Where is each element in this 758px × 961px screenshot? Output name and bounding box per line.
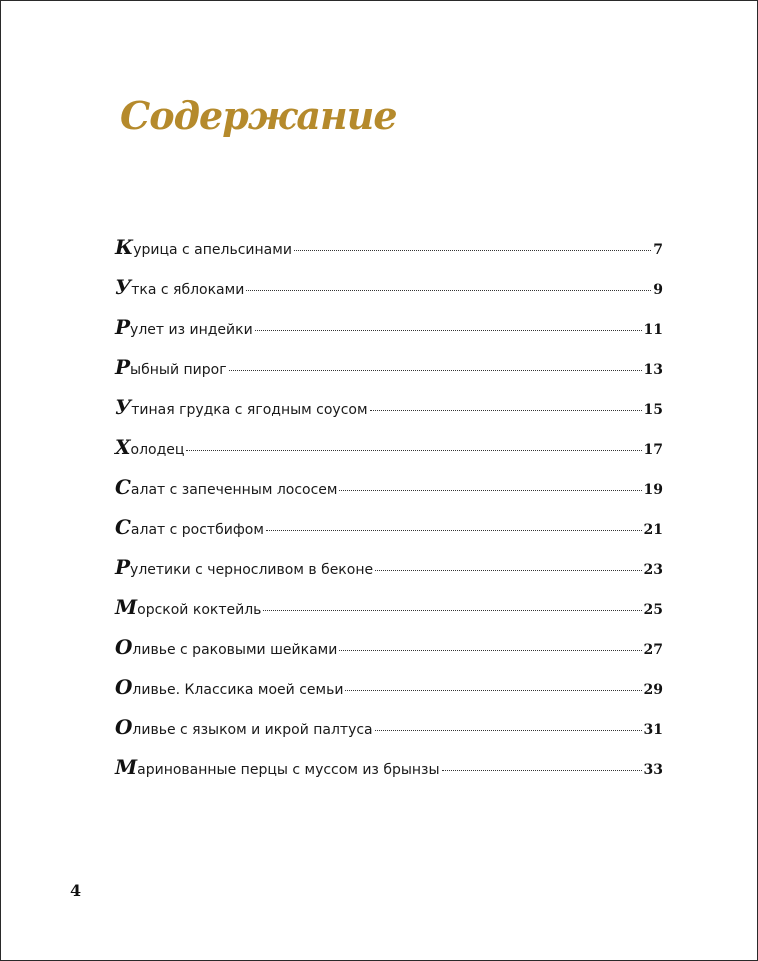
dot-leader — [229, 370, 642, 371]
toc-entry[interactable] — [115, 355, 663, 395]
entry-title — [115, 475, 337, 499]
entry-title — [115, 635, 337, 659]
entry-initial: М — [115, 595, 138, 619]
entry-title — [115, 315, 253, 339]
dot-leader — [263, 610, 641, 611]
entry-page-number: 11 — [643, 322, 663, 338]
entry-initial: О — [115, 715, 133, 739]
toc-entry[interactable] — [115, 315, 663, 355]
toc-entry[interactable] — [115, 715, 663, 755]
entry-title — [115, 275, 244, 299]
entry-initial: О — [115, 675, 133, 699]
dot-leader — [186, 450, 641, 451]
entry-title-rest: алат с запеченным лососем — [130, 482, 338, 498]
entry-initial: Р — [115, 315, 131, 339]
entry-title-rest: тка с яблоками — [131, 282, 245, 298]
entry-title — [115, 515, 264, 539]
entry-page-number: 13 — [643, 362, 663, 378]
toc-entry[interactable] — [115, 275, 663, 315]
entry-title-rest: алат с ростбифом — [130, 522, 264, 538]
toc-entry[interactable] — [115, 395, 663, 435]
entry-title — [115, 675, 343, 699]
dot-leader — [375, 570, 641, 571]
entry-title — [115, 435, 184, 459]
toc-entry[interactable] — [115, 435, 663, 475]
dot-leader — [345, 690, 641, 691]
page-title: Содержание — [120, 93, 397, 138]
entry-page-number: 19 — [643, 482, 663, 498]
entry-initial: У — [115, 395, 132, 419]
dot-leader — [255, 330, 642, 331]
toc-entry[interactable] — [115, 595, 663, 635]
entry-page-number: 23 — [643, 562, 663, 578]
entry-page-number: 7 — [653, 242, 663, 258]
entry-page-number: 27 — [643, 642, 663, 658]
dot-leader — [294, 250, 651, 251]
entry-page-number: 31 — [643, 722, 663, 738]
entry-title — [115, 715, 373, 739]
entry-title — [115, 235, 292, 259]
entry-page-number: 15 — [643, 402, 663, 418]
entry-title-rest: тиная грудка с ягодным соусом — [131, 402, 368, 418]
entry-initial: У — [115, 275, 132, 299]
dot-leader — [246, 290, 651, 291]
dot-leader — [339, 650, 641, 651]
toc-entry[interactable] — [115, 755, 663, 795]
entry-title — [115, 555, 373, 579]
toc-entry[interactable] — [115, 235, 663, 275]
entry-title-rest: ыбный пирог — [130, 362, 227, 378]
page-number: 4 — [70, 881, 82, 900]
toc-entry[interactable] — [115, 475, 663, 515]
entry-page-number: 25 — [643, 602, 663, 618]
dot-leader — [442, 770, 642, 771]
entry-title-rest: ливье. Классика моей семьи — [132, 682, 344, 698]
toc-entry[interactable] — [115, 635, 663, 675]
toc-entry[interactable] — [115, 555, 663, 595]
entry-page-number: 17 — [643, 442, 663, 458]
dot-leader — [375, 730, 642, 731]
entry-title-rest: орской коктейль — [137, 602, 262, 618]
entry-initial: С — [115, 475, 131, 499]
entry-initial: Х — [115, 435, 131, 459]
entry-title-rest: улет из индейки — [130, 322, 253, 338]
toc-entry[interactable] — [115, 675, 663, 715]
table-of-contents — [115, 235, 663, 795]
entry-initial: М — [115, 755, 138, 779]
dot-leader — [370, 410, 642, 411]
entry-title-rest: урица с апельсинами — [133, 242, 292, 258]
entry-title — [115, 395, 368, 419]
entry-title-rest: олодец — [130, 442, 185, 458]
entry-page-number: 33 — [643, 762, 663, 778]
entry-title — [115, 755, 440, 779]
entry-title — [115, 355, 227, 379]
entry-title-rest: ливье с раковыми шейками — [132, 642, 338, 658]
entry-title-rest: аринованные перцы с муссом из брынзы — [137, 762, 440, 778]
entry-initial: С — [115, 515, 131, 539]
entry-title-rest: ливье с языком и икрой палтуса — [132, 722, 373, 738]
entry-initial: Р — [115, 355, 131, 379]
entry-initial: К — [115, 235, 134, 259]
dot-leader — [266, 530, 642, 531]
entry-initial: Р — [115, 555, 131, 579]
dot-leader — [339, 490, 641, 491]
toc-entry[interactable] — [115, 515, 663, 555]
entry-page-number: 21 — [643, 522, 663, 538]
entry-title — [115, 595, 261, 619]
entry-page-number: 29 — [643, 682, 663, 698]
entry-page-number: 9 — [653, 282, 663, 298]
entry-title-rest: улетики с черносливом в беконе — [130, 562, 374, 578]
entry-initial: О — [115, 635, 133, 659]
